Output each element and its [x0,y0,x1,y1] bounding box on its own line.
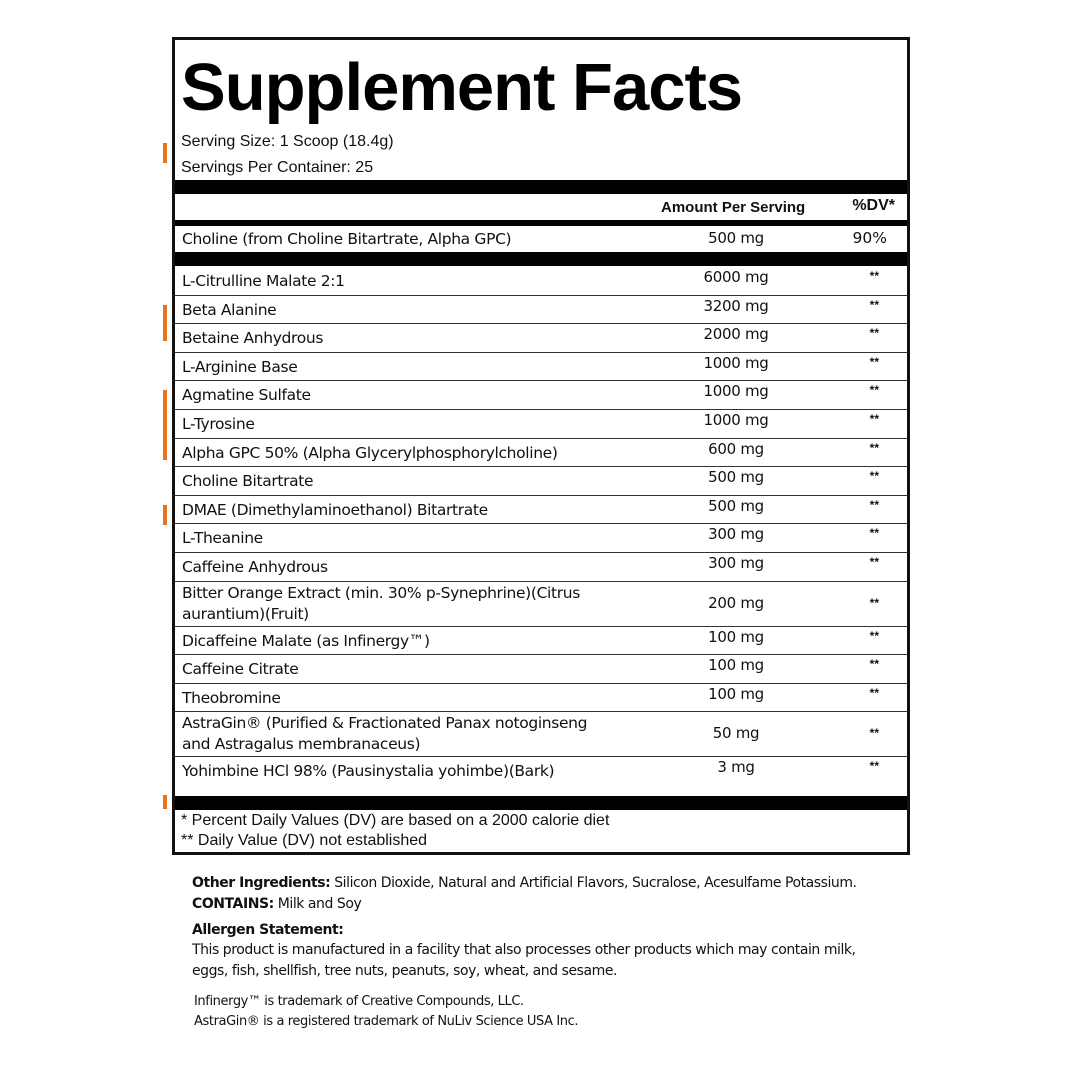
ingredient-dv: ** [869,595,879,610]
trademark-astragin: AstraGin® is a registered trademark of NuLiv Science USA Inc. [194,1014,579,1029]
ingredient-dv: ** [869,469,879,484]
ingredient-dv: ** [869,526,879,541]
ingredient-amount: 1000 mg [703,382,769,401]
thick-divider [175,796,907,810]
ingredient-amount: 3200 mg [703,296,769,315]
ingredient-row [175,711,907,757]
ingredient-row [175,266,907,296]
contains-statement [192,894,361,915]
ingredient-row [175,352,907,382]
ingredient-dv: ** [869,412,879,426]
ingredient-row [175,438,907,468]
allergen-label: Allergen Statement: [192,922,344,938]
ingredient-dv: ** [869,383,879,398]
ingredient-dv: ** [869,326,879,341]
ingredient-amount: 100 mg [708,684,764,703]
column-header-row [175,195,907,220]
ingredient-name: Caffeine Citrate [182,660,299,679]
ingredient-amount: 1000 mg [703,353,769,372]
ingredient-amount: 300 mg [708,554,764,572]
servings-per-container: Servings Per Container: 25 [181,159,374,176]
serving-size: Serving Size: 1 Scoop (18.4g) [181,133,394,150]
ingredient-amount: 100 mg [708,656,764,675]
ingredient-row [175,523,907,553]
ingredient-amount: 500 mg [708,496,764,515]
other-ingredients-label: Other Ingredients: [192,875,331,891]
ingredient-dv: ** [869,685,879,700]
ingredient-row [175,323,907,353]
ingredient-amount: 300 mg [708,525,764,544]
ingredient-amount: 200 mg [708,593,764,612]
dv-header: %DV* [852,197,895,214]
contains-text: Milk and Soy [273,896,362,912]
thick-divider [175,252,907,266]
ingredient-name: Agmatine Sulfate [182,386,311,405]
ingredient-dv: ** [869,628,879,643]
ingredient-name: L-Citrulline Malate 2:1 [182,272,345,290]
ingredient-dv: ** [869,440,879,455]
nutrient-dv: 90% [852,229,887,247]
ingredient-name: Betaine Anhydrous [182,329,324,348]
ingredient-amount: 600 mg [708,439,764,458]
edge-accent-stripe [163,143,167,163]
ingredient-row [175,495,907,525]
ingredient-dv: ** [869,657,879,672]
ingredient-name: Beta Alanine [182,300,277,319]
thick-divider [175,180,907,194]
ingredient-amount: 500 mg [708,468,764,487]
ingredient-row [175,295,907,325]
ingredient-amount: 100 mg [708,627,764,646]
allergen-heading [192,920,343,941]
ingredient-dv: ** [869,497,879,512]
footnote-dv: * Percent Daily Values (DV) are based on a 2000 calorie diet [181,812,610,829]
ingredient-name: AstraGin® (Purified & Fractionated Panax notoginseng [182,714,588,733]
ingredient-amount: 2000 mg [703,325,769,344]
primary-nutrient-row [175,226,907,252]
contains-label: CONTAINS: [192,896,274,912]
nutrient-amount: 500 mg [708,229,764,247]
footnote-not-established: ** Daily Value (DV) not established [181,832,428,849]
ingredient-amount: 50 mg [712,724,760,743]
ingredient-amount: 1000 mg [703,411,769,429]
ingredient-row [175,581,907,627]
other-ingredients [192,873,857,894]
ingredient-name: Theobromine [182,688,281,707]
supplement-facts-panel [172,37,910,855]
ingredient-name: Yohimbine HCl 98% (Pausinystalia yohimbe)(Bark) [182,762,555,781]
ingredient-dv: ** [869,354,879,369]
ingredient-amount: 3 mg [717,758,755,777]
edge-accent-stripe [163,390,167,460]
ingredient-name: L-Arginine Base [182,357,298,376]
ingredient-name-line2: and Astragalus membranaceus) [182,735,421,754]
panel-title: Supplement Facts [181,50,743,125]
ingredient-row [175,409,907,439]
amount-per-serving-header: Amount Per Serving [661,199,806,216]
ingredient-dv: ** [869,555,879,569]
ingredient-name: L-Tyrosine [182,415,255,433]
ingredient-row [175,654,907,684]
ingredient-name: DMAE (Dimethylaminoethanol) Bitartrate [182,500,488,519]
edge-accent-stripe [163,505,167,525]
trademark-infinergy: Infinergy™ is trademark of Creative Compounds, LLC. [194,994,524,1009]
other-ingredients-text: Silicon Dioxide, Natural and Artificial Flavors, Sucralose, Acesulfame Potassium. [330,875,857,891]
ingredient-name: Dicaffeine Malate (as Infinergy™) [182,631,430,650]
ingredient-name-line2: aurantium)(Fruit) [182,604,309,623]
ingredient-row [175,626,907,656]
ingredient-row [175,466,907,496]
ingredient-name: Bitter Orange Extract (min. 30% p-Synephrine)(Citrus [182,583,580,602]
ingredient-row [175,683,907,713]
ingredient-dv: ** [869,726,879,741]
ingredient-name: Alpha GPC 50% (Alpha Glycerylphosphorylcholine) [182,443,558,462]
ingredient-row [175,756,907,785]
allergen-line-2: eggs, fish, shellfish, tree nuts, peanuts, soy, wheat, and sesame. [192,963,617,979]
ingredient-name: L-Theanine [182,529,263,548]
ingredient-amount: 6000 mg [703,268,769,286]
edge-accent-stripe [163,795,167,809]
ingredient-dv: ** [869,297,879,312]
allergen-line-1: This product is manufactured in a facility that also processes other products which may contain milk, [192,942,856,958]
nutrient-name: Choline (from Choline Bitartrate, Alpha GPC) [182,230,512,248]
ingredient-row [175,380,907,410]
ingredient-dv: ** [869,269,879,283]
ingredient-name: Caffeine Anhydrous [182,558,328,576]
ingredient-row [175,552,907,582]
ingredient-name: Choline Bitartrate [182,472,314,491]
edge-accent-stripe [163,305,167,341]
ingredient-dv: ** [869,759,879,774]
